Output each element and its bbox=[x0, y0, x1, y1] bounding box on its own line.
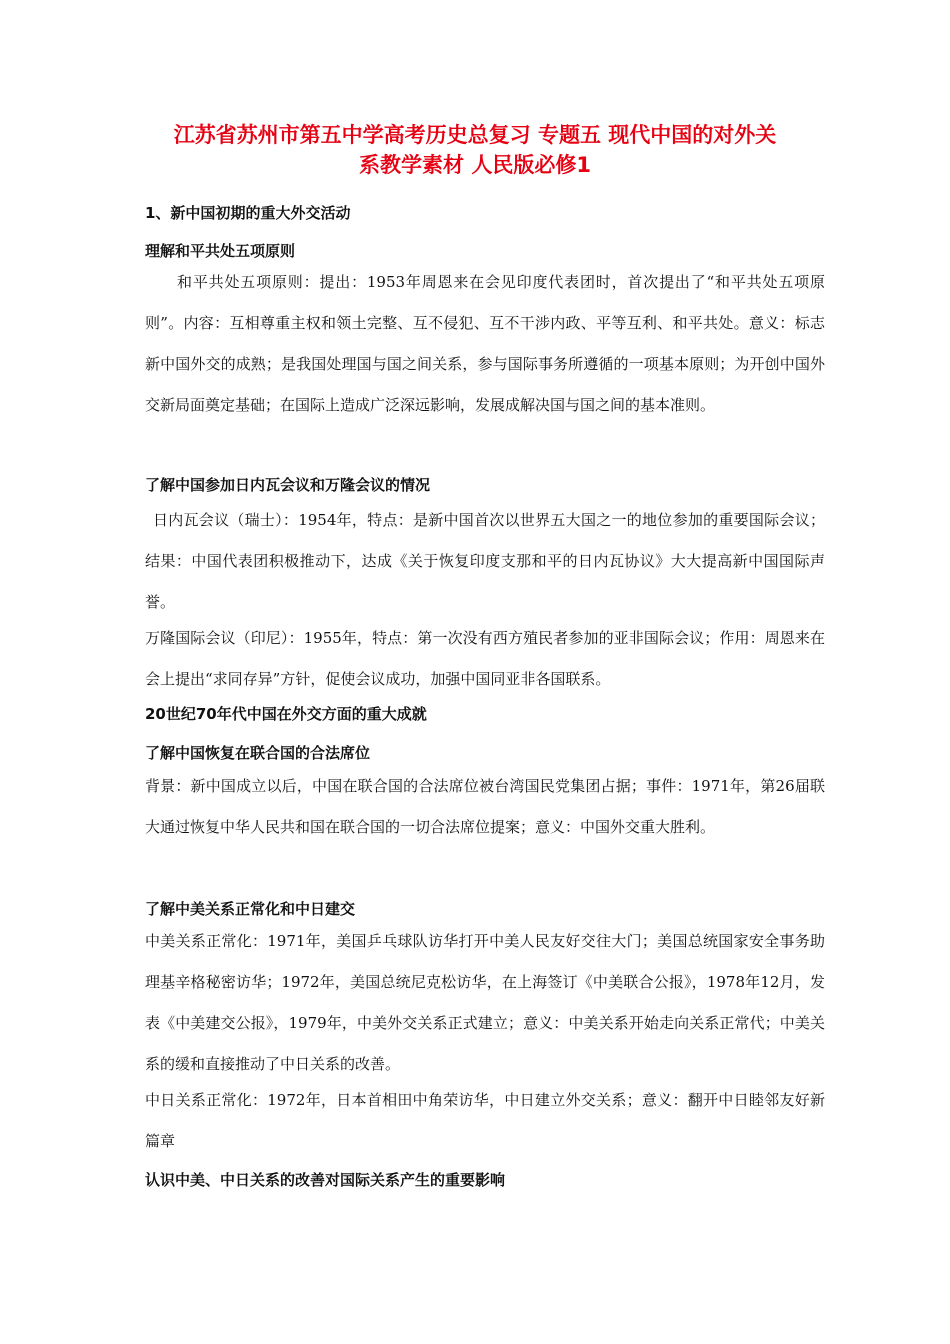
title-line-2: 系教学素材 人民版必修1 bbox=[359, 153, 591, 177]
paragraph-bandung: 万隆国际会议（印尼）：1955年，特点：第一次没有西方殖民者参加的亚非国际会议；作用：周恩来在会上提出“求同存异”方针，促使会议成功，加强中国同亚非各国联系。 bbox=[145, 629, 825, 688]
subheading-conferences: 了解中国参加日内瓦会议和万隆会议的情况 bbox=[145, 476, 431, 494]
subheading-normalization: 了解中美关系正常化和中日建交 bbox=[145, 900, 356, 918]
section-2-heading: 20世纪70年代中国在外交方面的重大成就 bbox=[145, 705, 427, 723]
document-title bbox=[100, 120, 850, 180]
subheading-peace-principles: 理解和平共处五项原则 bbox=[145, 242, 296, 260]
paragraph-un-seat: 背景：新中国成立以后，中国在联合国的合法席位被台湾国民党集团占据；事件：1971年，第26届联大通过恢复中华人民共和国在联合国的一切合法席位提案；意义：中国外交重大胜利。 bbox=[145, 777, 825, 836]
paragraph-peace-principles: 和平共处五项原则：提出：1953年周恩来在会见印度代表团时，首次提出了“和平共处五项原则”。内容：互相尊重主权和领土完整、互不侵犯、互不干涉内政、平等互利、和平共处。意义：标志新中国外交的成熟；是我国处理国与国之间关系，参与国际事务所遵循的一项基本原则；为开创中国外交新局面奠定基础；在国际上造成广泛深远影响，发展成解决国与国之间的基本准则。 bbox=[145, 273, 825, 414]
title-line-1: 江苏省苏州市第五中学高考历史总复习 专题五 现代中国的对外关 bbox=[173, 123, 777, 147]
paragraph-sino-japan: 中日关系正常化：1972年，日本首相田中角荣访华，中日建立外交关系；意义：翻开中日睦邻友好新篇章 bbox=[145, 1091, 825, 1150]
paragraph-geneva: 日内瓦会议（瑞士）：1954年，特点：是新中国首次以世界五大国之一的地位参加的重要国际会议；结果：中国代表团积极推动下，达成《关于恢复印度支那和平的日内瓦协议》大大提高新中国国际声誉。 bbox=[145, 511, 825, 611]
subheading-un-seat: 了解中国恢复在联合国的合法席位 bbox=[145, 744, 371, 762]
section-1-heading: 1、新中国初期的重大外交活动 bbox=[145, 204, 351, 222]
subheading-impact: 认识中美、中日关系的改善对国际关系产生的重要影响 bbox=[145, 1171, 506, 1189]
paragraph-sino-us: 中美关系正常化：1971年，美国乒乓球队访华打开中美人民友好交往大门；美国总统国家安全事务助理基辛格秘密访华；1972年，美国总统尼克松访华，在上海签订《中美联合公报》，1978年12月，发表《中美建交公报》，1979年，中美外交关系正式建立；意义：中美关系开始走向关系正常代；中美关系的缓和直接推动了中日关系的改善。 bbox=[145, 932, 825, 1073]
